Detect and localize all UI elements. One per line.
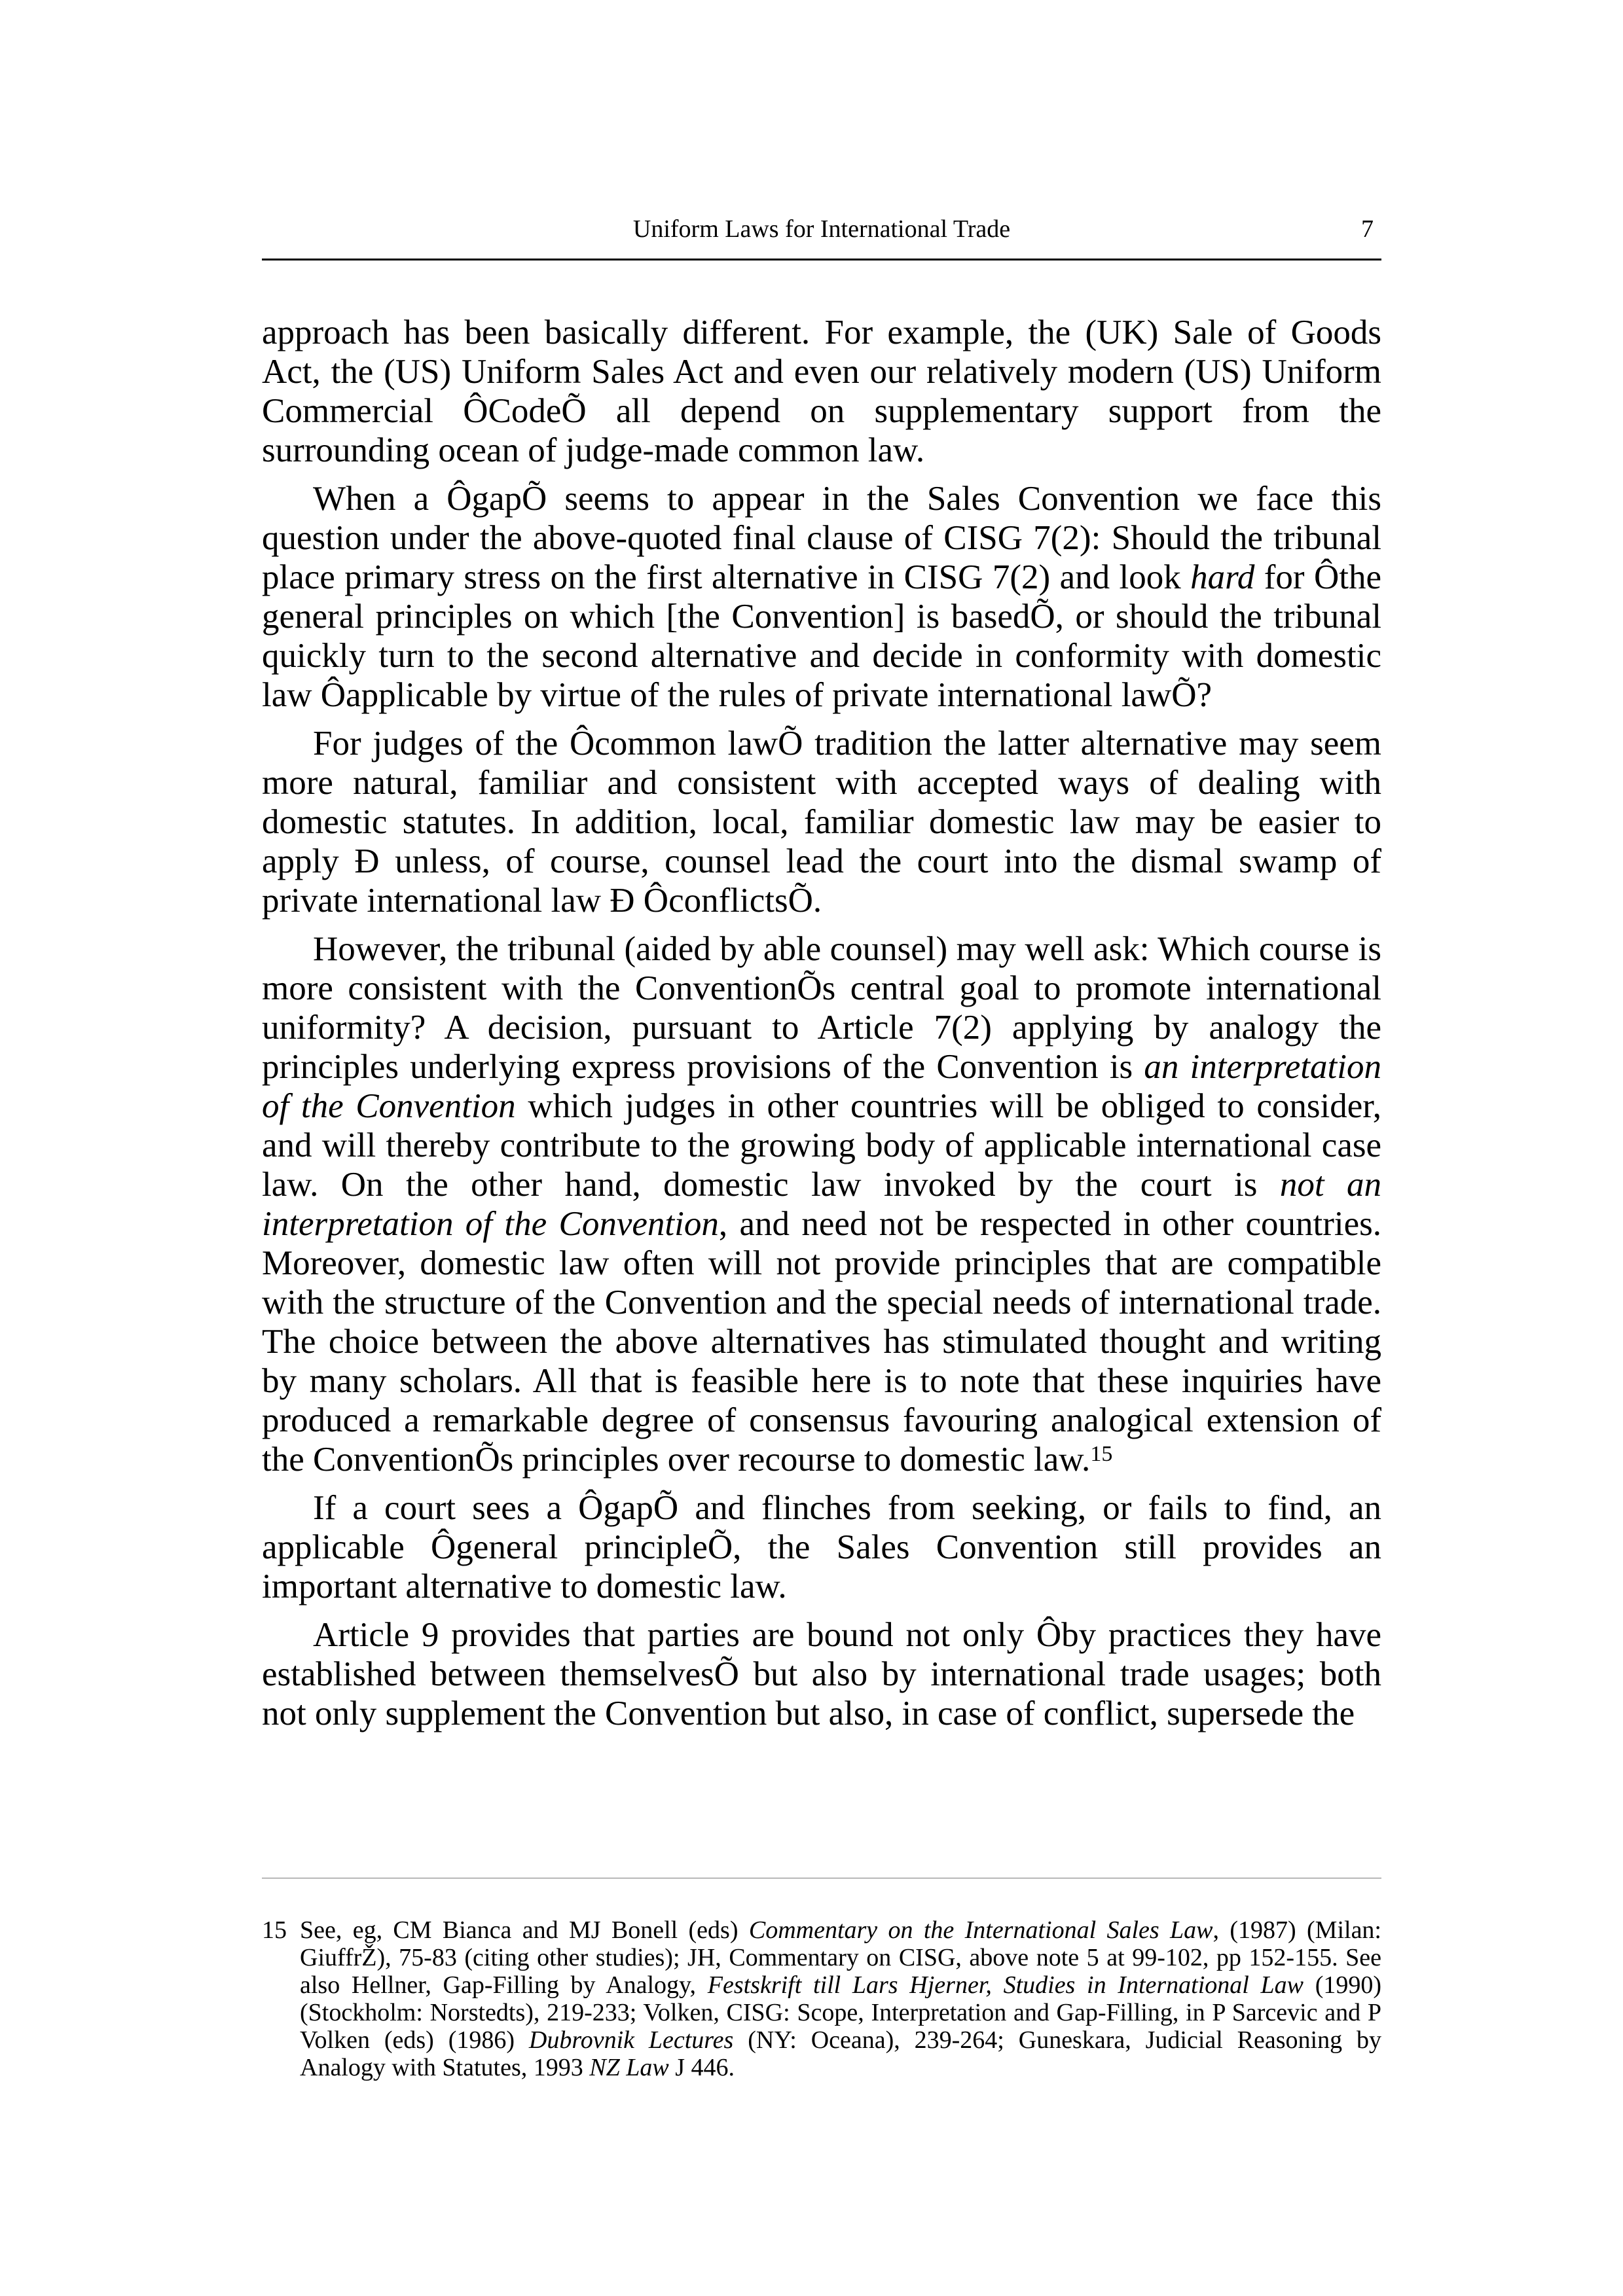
text-run: which judges in other countries will be obliged to consider, and will thereby contribute to the growing body of applicable international case law. On the other hand, domestic law invoked by the court is — [262, 1087, 1381, 1204]
footnotes — [262, 1916, 1381, 2081]
text-run: For judges of the Ôcommon lawÕ tradition the latter alternative may seem more natural, familiar and consistent with accepted ways of dealing with domestic statutes. In addition, local, familiar domestic law may be easier to apply Ð unless, of course, counsel lead the court into the dismal swamp of private international law Ð ÔconflictsÕ. — [262, 725, 1381, 920]
header-rule — [262, 259, 1381, 260]
text-run: J 446. — [668, 2054, 735, 2081]
paragraph — [262, 1615, 1381, 1733]
text-run: If a court sees a ÔgapÕ and flinches from seeking, or fails to find, an applicable Ôgeneral principleÕ, the Sales Convention still provides an important alternative to domestic law. — [262, 1489, 1381, 1605]
paragraph — [262, 479, 1381, 715]
italic-run: hard — [1190, 558, 1255, 596]
footnote-number: 15 — [262, 1916, 287, 1944]
paragraph — [262, 724, 1381, 920]
italic-run: Festskrift till Lars Hjerner, Studies in International Law — [707, 1971, 1304, 1999]
body-text — [262, 313, 1381, 1742]
italic-run: Commentary on the International Sales Law — [748, 1916, 1213, 1944]
text-run: When a ÔgapÕ seems to appear in the Sales Convention we face this question under the above-quoted final clause of CISG 7(2): Should the tribunal place primary stress on the first alternative in CISG 7(2) and look — [262, 480, 1381, 596]
footnote-reference[interactable]: 15 — [1090, 1442, 1113, 1466]
text-run: (1990) (Stockholm: Norstedts), 219-233; Volken, CISG: Scope, Interpretation and Gap-Filling, in P Sarcevic and P Volken (eds) (1986) — [300, 1971, 1382, 2054]
text-run: However, the tribunal (aided by able counsel) may well ask: Which course is more consistent with the ConventionÕs central goal to promote international uniformity? A decision, pursuant to Article 7(2) applying by analogy the principles underlying express provisions of the Convention is — [262, 930, 1381, 1086]
text-run: for Ôthe general principles on which [the Convention] is basedÕ, or should the tribunal quickly turn to the second alternative and decide in conformity with domestic law Ôapplicable by virtue of the rules of private international lawÕ? — [262, 558, 1382, 714]
footnote-text — [300, 1916, 1381, 2081]
italic-run: an interpretation of the Convention — [262, 1048, 1381, 1125]
paragraph — [262, 1488, 1381, 1606]
running-header — [262, 209, 1381, 249]
text-run: approach has been basically different. For example, the (UK) Sale of Goods Act, the (US) Uniform Sales Act and even our relatively modern (US) Uniform Commercial ÔCodeÕ all depend on supplementary support from the surrounding ocean of judge-made common law. — [262, 314, 1381, 469]
text-run: (NY: Oceana), 239-264; Guneskara, Judicial Reasoning by Analogy with Statutes, 1993 — [300, 2026, 1381, 2081]
footnote — [262, 1916, 1381, 2081]
italic-run: not an interpretation of the Convention — [262, 1166, 1381, 1243]
text-run: See, eg, CM Bianca and MJ Bonell (eds) — [300, 1916, 749, 1944]
paragraph — [262, 313, 1381, 470]
italic-run: NZ Law — [589, 2054, 669, 2081]
text-run: , (1987) (Milan: GiuffrŽ), 75-83 (citing other studies); JH, Commentary on CISG, above note 5 at 99-102, pp 152-155. See also Hellner, Gap-Filling by Analogy, — [300, 1916, 1381, 1999]
paragraph — [262, 929, 1381, 1479]
text-run: , and need not be respected in other countries. Moreover, domestic law often will not provide principles that are compatible with the structure of the Convention and the special needs of international trade. The choice between the above alternatives has stimulated thought and writing by many scholars. All that is feasible here is to note that these inquiries have produced a remarkable degree of consensus favouring analogical extension of the ConventionÕs principles over recourse to domestic law. — [262, 1205, 1381, 1479]
text-run: Article 9 provides that parties are bound not only Ôby practices they have established between themselvesÕ but also by international trade usages; both not only supplement the Convention but also, in case of conflict, supersede the — [262, 1616, 1381, 1732]
page-number: 7 — [1361, 215, 1374, 243]
italic-run: Dubrovnik Lectures — [528, 2026, 734, 2054]
running-title: Uniform Laws for International Trade — [632, 215, 1011, 243]
